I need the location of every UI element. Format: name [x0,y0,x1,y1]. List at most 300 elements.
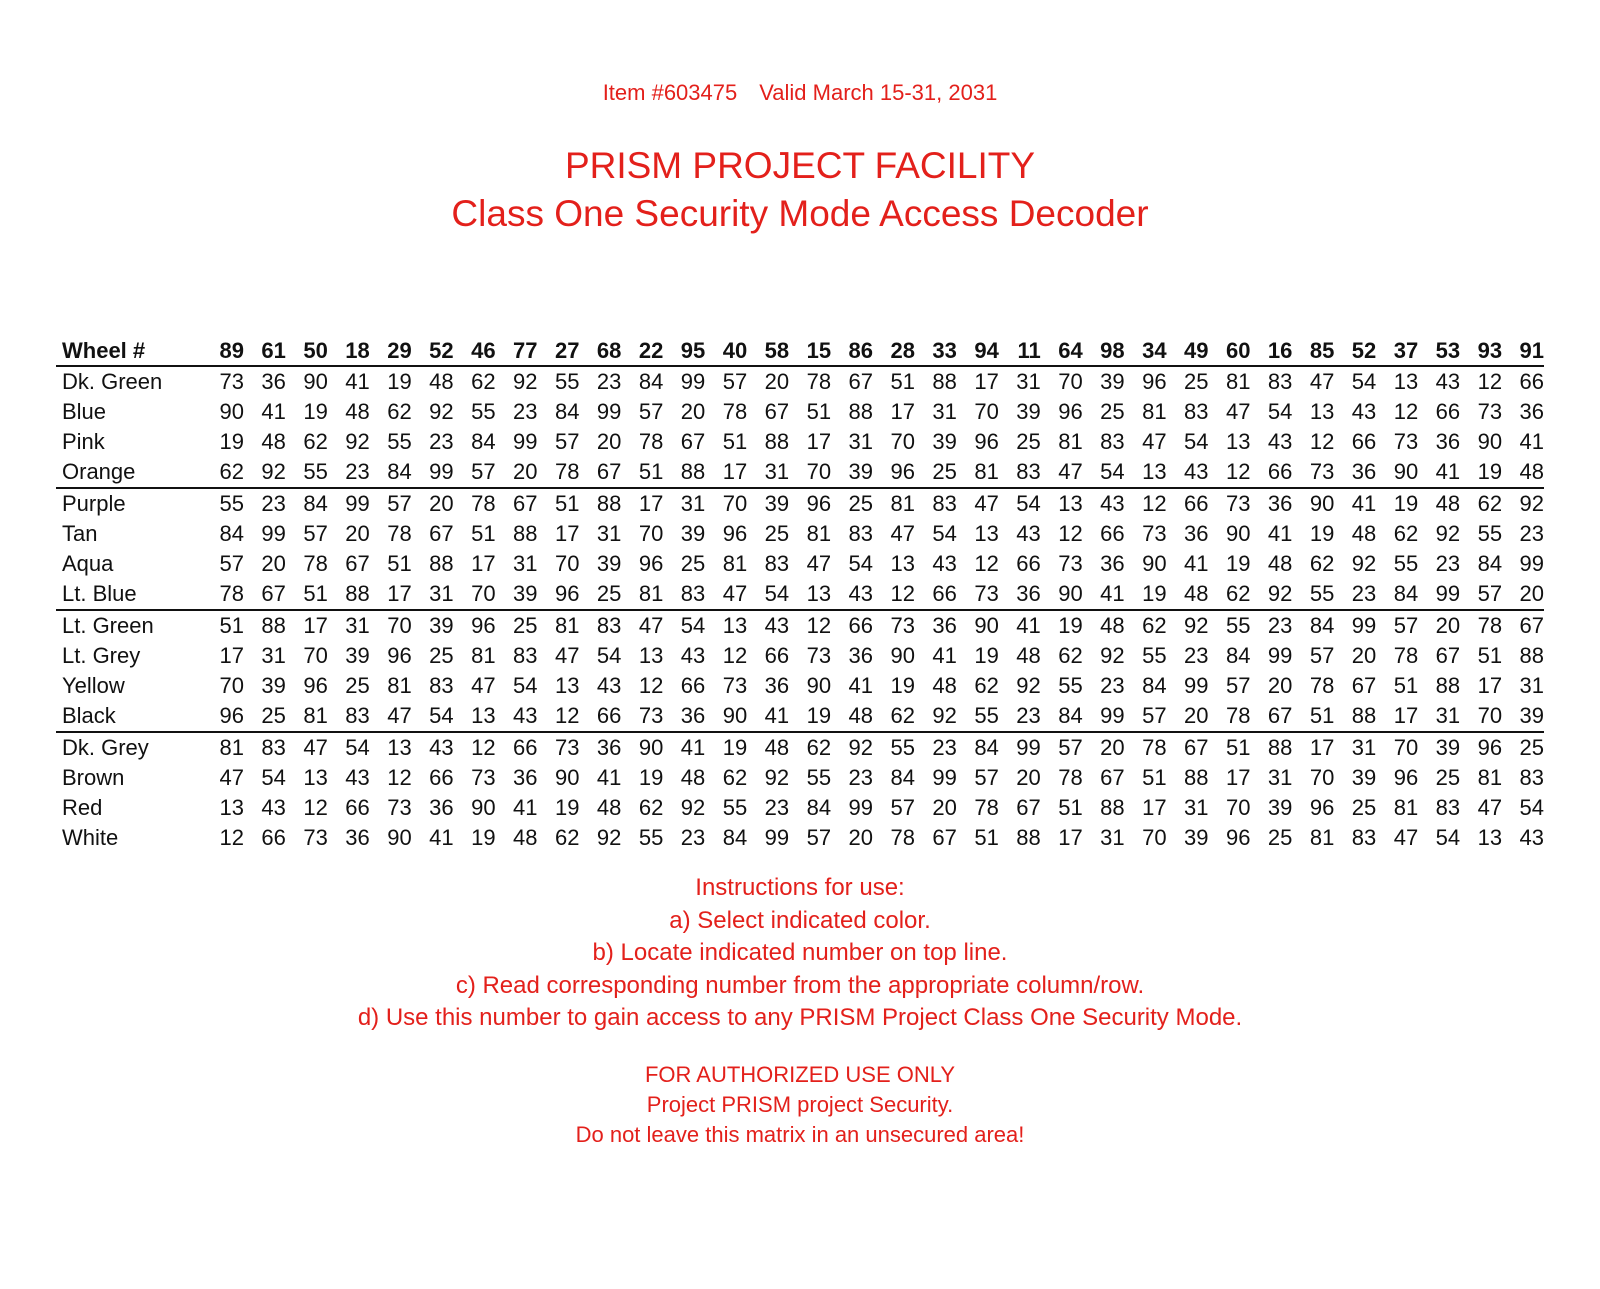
code-cell: 23 [848,765,873,790]
code-cell: 54 [261,765,286,790]
code-cell: 78 [1142,735,1167,760]
code-cell: 92 [429,399,454,424]
code-cell: 78 [974,795,999,820]
color-row [56,732,1544,763]
code-cell: 96 [1225,825,1251,850]
code-cell: 83 [328,701,370,732]
code-cell: 92 [1016,673,1041,698]
code-cell: 96 [1393,765,1419,790]
code-cell: 20 [496,457,538,488]
wheel-number-cell: 34 [1125,337,1167,366]
code-cell: 88 [1100,795,1125,820]
code-cell: 62 [638,795,664,820]
code-cell: 47 [974,491,999,516]
code-cell: 31 [1519,673,1544,698]
code-cell: 70 [1142,825,1167,850]
code-cell: 25 [1351,795,1377,820]
code-cell: 20 [1502,579,1544,610]
code-cell: 81 [387,673,412,698]
code-cell: 99 [848,795,873,820]
code-cell: 66 [1016,551,1041,576]
code-cell: 25 [915,457,957,488]
code-cell: 41 [261,399,286,424]
code-cell: 84 [303,491,328,516]
code-cell: 55 [638,825,664,850]
code-cell: 83 [1184,399,1209,424]
code-cell: 19 [974,643,999,668]
code-cell: 84 [974,735,999,760]
code-cell: 88 [1435,673,1461,698]
code-cell: 31 [1351,735,1377,760]
code-cell: 62 [554,825,580,850]
code-cell: 90 [1376,457,1418,488]
code-cell: 47 [1225,399,1251,424]
code-cell: 96 [974,429,999,454]
code-cell: 54 [1184,429,1209,454]
code-cell: 13 [974,521,999,546]
code-cell: 13 [1393,369,1419,394]
code-cell: 73 [621,701,663,732]
color-row [56,701,1544,732]
color-label: Red [62,795,103,820]
code-cell: 55 [286,457,328,488]
code-cell: 12 [303,795,328,820]
code-cell: 31 [1418,701,1460,732]
code-cell: 83 [663,579,705,610]
color-label: Blue [62,399,107,424]
code-cell: 78 [1477,613,1503,638]
code-cell: 39 [1435,735,1461,760]
code-cell: 19 [789,701,831,732]
code-cell: 13 [1477,825,1503,850]
code-cell: 13 [454,701,496,732]
code-cell: 13 [219,795,244,820]
code-cell: 23 [261,491,286,516]
code-cell: 23 [764,795,790,820]
code-cell: 31 [747,457,789,488]
code-cell: 67 [932,825,957,850]
code-cell: 96 [1309,795,1335,820]
code-cell: 96 [303,673,328,698]
code-cell: 73 [387,795,412,820]
code-cell: 90 [705,701,747,732]
code-cell: 36 [1435,429,1461,454]
color-label: White [62,825,119,850]
code-cell: 39 [596,551,622,576]
code-cell: 88 [848,399,873,424]
code-cell: 90 [1041,579,1083,610]
code-cell: 55 [219,491,244,516]
code-cell: 47 [1142,429,1167,454]
code-cell: 88 [1334,701,1376,732]
code-cell: 92 [680,795,706,820]
code-cell: 54 [1016,491,1041,516]
code-cell: 66 [513,735,538,760]
code-cell: 23 [328,457,370,488]
validity-date: Valid March 15-31, 2031 [759,80,998,105]
code-cell: 54 [596,643,622,668]
wheel-number-cell: 52 [412,337,454,366]
code-cell: 19 [1460,457,1502,488]
code-cell: 66 [1250,457,1292,488]
code-cell: 92 [1184,613,1209,638]
code-cell: 47 [890,521,915,546]
code-cell: 13 [1125,457,1167,488]
wheel-number-cell: 93 [1460,337,1502,366]
code-cell: 66 [1519,369,1544,394]
code-cell: 25 [1267,825,1293,850]
code-cell: 12 [1058,521,1083,546]
code-cell: 20 [1351,643,1377,668]
code-cell: 62 [1209,579,1251,610]
code-cell: 23 [1267,613,1293,638]
code-cell: 48 [513,825,538,850]
code-cell: 47 [1309,369,1335,394]
code-cell: 51 [219,613,244,638]
code-cell: 41 [1351,491,1377,516]
code-cell: 39 [831,457,873,488]
code-cell: 13 [1309,399,1335,424]
security-notice: Project PRISM project Security. [646,1092,954,1117]
decoder-title: Class One Security Mode Access Decoder [451,193,1149,234]
code-cell: 84 [1142,673,1167,698]
code-cell: 81 [1477,765,1503,790]
code-cell: 41 [848,673,873,698]
code-cell: 23 [513,399,538,424]
code-cell: 84 [1309,613,1335,638]
code-cell: 43 [496,701,538,732]
code-cell: 13 [303,765,328,790]
code-cell: 36 [932,613,957,638]
code-cell: 55 [1225,613,1251,638]
code-cell: 19 [1225,551,1251,576]
code-cell: 51 [621,457,663,488]
code-cell: 19 [890,673,915,698]
code-cell: 73 [722,673,748,698]
code-cell: 78 [1058,765,1083,790]
code-cell: 12 [219,825,244,850]
code-cell: 92 [1100,643,1125,668]
code-cell: 73 [219,369,244,394]
code-cell: 51 [890,369,915,394]
code-cell: 84 [219,521,244,546]
code-cell: 31 [1267,765,1293,790]
code-cell: 96 [471,613,496,638]
code-cell: 55 [1477,521,1503,546]
code-cell: 57 [454,457,496,488]
wheel-number-cell: 64 [1041,337,1083,366]
code-cell: 19 [303,399,328,424]
code-cell: 43 [261,795,286,820]
code-cell: 70 [1393,735,1419,760]
code-cell: 17 [638,491,664,516]
code-cell: 19 [387,369,412,394]
code-cell: 17 [1376,701,1418,732]
code-cell: 43 [932,551,957,576]
code-cell: 99 [1519,551,1544,576]
code-cell: 31 [932,399,957,424]
code-cell: 31 [848,429,873,454]
code-cell: 55 [387,429,412,454]
wheel-number-cell: 18 [328,337,370,366]
code-cell: 81 [1309,825,1335,850]
code-cell: 83 [1267,369,1293,394]
code-cell: 51 [1142,765,1167,790]
code-cell: 20 [1100,735,1125,760]
code-cell: 99 [1418,579,1460,610]
code-cell: 81 [890,491,915,516]
code-cell: 25 [764,521,790,546]
wheel-number-cell: 89 [202,337,244,366]
code-cell: 84 [1477,551,1503,576]
code-cell: 43 [1016,521,1041,546]
code-cell: 67 [1016,795,1041,820]
code-cell: 57 [1460,579,1502,610]
code-cell: 55 [554,369,580,394]
code-cell: 70 [387,613,412,638]
code-cell: 51 [1058,795,1083,820]
code-cell: 23 [1519,521,1544,546]
code-cell: 83 [848,521,873,546]
wheel-number-cell: 49 [1167,337,1209,366]
code-cell: 39 [1351,765,1377,790]
code-cell: 99 [1267,643,1293,668]
code-cell: 84 [471,429,496,454]
wheel-number-cell: 46 [454,337,496,366]
code-cell: 92 [244,457,286,488]
code-cell: 66 [429,765,454,790]
code-cell: 41 [747,701,789,732]
color-row [56,641,1544,671]
code-cell: 36 [1334,457,1376,488]
code-cell: 23 [1184,643,1209,668]
code-cell: 31 [1184,795,1209,820]
code-cell: 12 [471,735,496,760]
color-row [56,610,1544,641]
code-cell: 78 [538,457,580,488]
code-cell: 20 [1016,765,1041,790]
code-cell: 99 [764,825,790,850]
color-row [56,457,1544,488]
code-cell: 81 [1142,399,1167,424]
instruction-step: b) Locate indicated number on top line. [592,939,1008,966]
code-cell: 39 [496,579,538,610]
code-cell: 99 [412,457,454,488]
code-cell: 36 [663,701,705,732]
code-cell: 66 [345,795,370,820]
code-cell: 12 [387,765,412,790]
code-cell: 17 [890,399,915,424]
code-cell: 12 [1142,491,1167,516]
code-cell: 41 [1184,551,1209,576]
code-cell: 48 [596,795,622,820]
code-cell: 39 [764,491,790,516]
instructions-block [0,872,1600,1035]
code-cell: 39 [345,643,370,668]
code-cell: 92 [1435,521,1461,546]
code-cell: 70 [1225,795,1251,820]
code-cell: 41 [680,735,706,760]
code-cell: 84 [554,399,580,424]
code-cell: 55 [957,701,999,732]
code-cell: 96 [1058,399,1083,424]
code-cell: 88 [663,457,705,488]
code-cell: 12 [722,643,748,668]
code-cell: 43 [831,579,873,610]
code-cell: 78 [387,521,412,546]
code-cell: 90 [974,613,999,638]
code-cell: 25 [513,613,538,638]
code-cell: 51 [387,551,412,576]
code-cell: 13 [387,735,412,760]
code-cell: 67 [1435,643,1461,668]
code-cell: 54 [412,701,454,732]
wheel-number-cell: 37 [1376,337,1418,366]
code-cell: 96 [538,579,580,610]
code-cell: 62 [202,457,244,488]
code-cell: 19 [219,429,244,454]
item-validity-line [0,80,1600,106]
color-label: Lt. Green [62,613,154,638]
code-cell: 66 [764,643,790,668]
wheel-number-cell: 52 [1334,337,1376,366]
code-cell: 70 [1460,701,1502,732]
code-cell: 99 [1083,701,1125,732]
code-cell: 67 [429,521,454,546]
code-cell: 96 [387,643,412,668]
code-cell: 83 [1435,795,1461,820]
code-cell: 55 [1292,579,1334,610]
code-cell: 66 [1184,491,1209,516]
code-cell: 17 [471,551,496,576]
code-cell: 81 [554,613,580,638]
code-cell: 62 [873,701,915,732]
code-cell: 83 [513,643,538,668]
code-cell: 43 [596,673,622,698]
footer-notice [0,1060,1600,1150]
code-cell: 17 [554,521,580,546]
code-cell: 43 [1100,491,1125,516]
item-number: Item #603475 [602,80,738,105]
code-cell: 20 [1435,613,1461,638]
code-cell: 20 [1267,673,1293,698]
code-cell: 92 [764,765,790,790]
code-cell: 31 [680,491,706,516]
color-label: Brown [62,765,125,790]
code-cell: 36 [764,673,790,698]
code-cell: 43 [345,765,370,790]
code-cell: 43 [1167,457,1209,488]
code-cell: 92 [1519,491,1544,516]
code-cell: 57 [1309,643,1335,668]
code-cell: 96 [1142,369,1167,394]
code-cell: 92 [596,825,622,850]
code-cell: 78 [638,429,664,454]
code-cell: 99 [513,429,538,454]
color-row [56,397,1544,427]
code-cell: 88 [596,491,622,516]
code-cell: 43 [429,735,454,760]
color-row [56,366,1544,397]
code-cell: 51 [806,399,832,424]
code-cell: 66 [261,825,286,850]
code-cell: 54 [848,551,873,576]
code-cell: 31 [412,579,454,610]
code-cell: 62 [1477,491,1503,516]
code-cell: 66 [579,701,621,732]
code-cell: 84 [1041,701,1083,732]
code-cell: 12 [1477,369,1503,394]
code-cell: 96 [1477,735,1503,760]
code-cell: 51 [471,521,496,546]
code-cell: 43 [764,613,790,638]
code-cell: 62 [722,765,748,790]
code-cell: 70 [1309,765,1335,790]
code-cell: 88 [513,521,538,546]
wheel-number-cell: 77 [496,337,538,366]
code-cell: 54 [1267,399,1293,424]
code-cell: 66 [848,613,873,638]
code-cell: 70 [890,429,915,454]
code-cell: 78 [806,369,832,394]
code-cell: 39 [429,613,454,638]
code-cell: 73 [806,643,832,668]
code-cell: 57 [554,429,580,454]
code-cell: 70 [303,643,328,668]
color-row [56,427,1544,457]
code-cell: 51 [1393,673,1419,698]
code-cell: 67 [1184,735,1209,760]
code-cell: 92 [848,735,873,760]
facility-title: PRISM PROJECT FACILITY [564,145,1036,186]
code-cell: 48 [764,735,790,760]
color-row [56,671,1544,701]
wheel-number-cell: 68 [579,337,621,366]
code-cell: 81 [806,521,832,546]
code-cell: 13 [638,643,664,668]
code-cell: 47 [638,613,664,638]
code-cell: 88 [1519,643,1544,668]
color-row [56,823,1544,853]
code-cell: 43 [1267,429,1293,454]
code-cell: 19 [1058,613,1083,638]
code-cell: 73 [1142,521,1167,546]
wheel-number-cell: 85 [1292,337,1334,366]
color-label: Dk. Grey [62,735,149,760]
color-label: Lt. Grey [62,643,141,668]
code-cell: 90 [1477,429,1503,454]
code-cell: 55 [471,399,496,424]
code-cell: 25 [1519,735,1544,760]
code-cell: 78 [303,551,328,576]
code-cell: 66 [1351,429,1377,454]
code-cell: 96 [873,457,915,488]
code-cell: 36 [261,369,286,394]
code-cell: 47 [1393,825,1419,850]
code-cell: 66 [915,579,957,610]
code-cell: 48 [1351,521,1377,546]
code-cell: 70 [219,673,244,698]
code-cell: 20 [261,551,286,576]
code-cell: 67 [345,551,370,576]
code-cell: 96 [722,521,748,546]
code-cell: 84 [890,765,915,790]
code-cell: 41 [1519,429,1544,454]
code-cell: 48 [429,369,454,394]
code-cell: 17 [806,429,832,454]
page-title [0,142,1600,238]
wheel-number-row [56,337,1544,366]
